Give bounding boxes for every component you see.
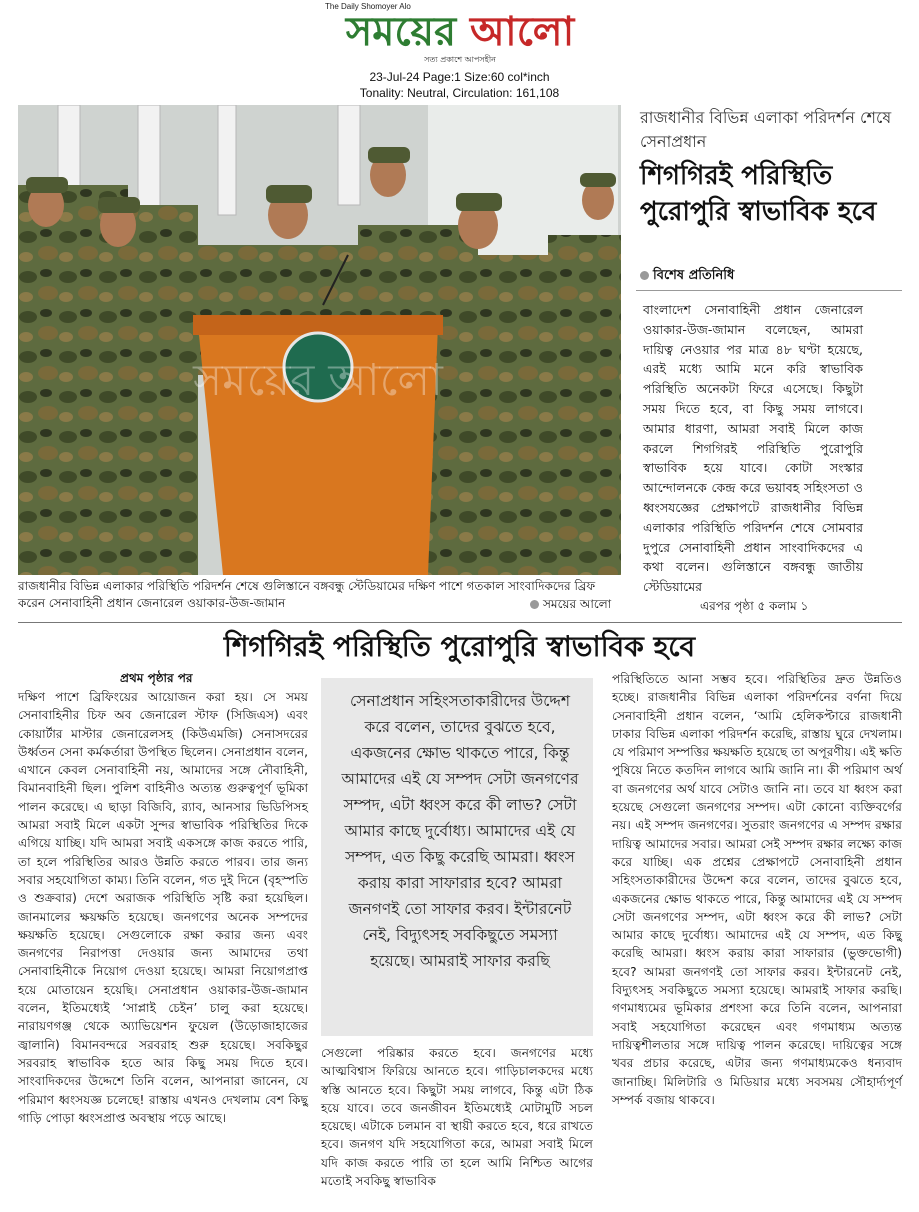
- main-story-column-3: পরিস্থিতিতে আনা সম্ভব হবে। পরিস্থিতির দ্রুত উন্নতিও হচ্ছে। রাজধানীর বিভিন্ন এলাকা পরিদর্শনের বর্ণনা দিয়ে সেনাবাহিনী প্রধান বলেন, ‘আমি হেলিকপ্টারে রাজধানী ঢাকার বিভিন্ন এলাকা পরিদর্শন করেছি, রাস্তায় ঘুরে দেখলাম। যে পরিমাণ সম্পত্তির ক্ষয়ক্ষতি হয়েছে তা অপূরণীয়। এই ক্ষতি পুষিয়ে নিতে কতদিন লাগবে আমি জানি না। কী পরিমাণ অর্থ বা জনগণের অর্থ যাবে সেটাও জানি না। তবে যা ধ্বংস করা হয়েছে সেগুলো জনগণের সম্পদ। এটা কোনো ব্যক্তিবর্গের নয়। এই সম্পদ জনগণের। সুতরাং জনগণের এ সম্পদ রক্ষার দায়িত্ব আমাদের সবার। আমরা সেই সম্পদ রক্ষার লক্ষ্যে কাজ করে যাচ্ছি। এক প্রশ্নের প্রেক্ষাপটে সেনাবাহিনী প্রধান সহিংসতাকারীদের উদ্দেশ করে বলেন, তাদের বুঝতে হবে, একজনের ক্ষোভ থাকতে পারে, কিন্তু আমাদের এই যে সম্পদ সেটা জনগণের সম্পদ, এটা ধ্বংস করে কী লাভ? সেটা আমার কাছে দুর্বোধ্য। আমাদের এই যে সম্পদ, এত কিছু করেছি আমরা। ধ্বংস করায় কারা সাফারার (ভুক্তভোগী) হবে? আমরা জনগণই তো সাফার করব। ইন্টারনেট নেই, বিদ্যুৎসহ সবকিছুতে সমস্যা হয়েছে। আমরাই সাফার করছি। গণমাধ্যমের ভূমিকার প্রশংসা করে তিনি বলেন, আপনারা সবাই সহযোগিতা করেছেন এবং গণমাধ্যম অত্যন্ত দায়িত্বশীলতার সঙ্গে দায়িত্ব পালন করেছে। দায়িত্বের সঙ্গে খবর প্রচার করেছে, এটার জন্য গণমাধ্যমকেও ধন্যবাদ জানাচ্ছি। মিলিটারি ও মিডিয়ার মধ্যে সবসময় সৌহার্দ্যপূর্ণ সম্পর্ক বজায় থাকবে।: [612, 672, 902, 1107]
- masthead: [0, 0, 919, 100]
- main-story-column-2: সেগুলো পরিষ্কার করতে হবে। জনগণের মধ্যে আত্মবিশ্বাস ফিরিয়ে আনতে হবে। গাড়িচালকদের মধ্যে স্বস্তি আনতে হবে। কিছুটা সময় লাগবে, কিন্তু এটা ঠিক হয়ে যাবে। তবে জনজীবন ইতিমধ্যেই মোটামুটি সচল হয়েছে। এটাকে চলমান বা স্থায়ী করতে হবে, ধরে রাখতে হবে। জনগণ যদি সহযোগিতা করে, আমরা সবাই মিলে যদি কাজ করতে পারি তা হলে আমি নিশ্চিত আগের মতোই সবকিছু স্বাভাবিক: [321, 1046, 593, 1189]
- main-story-column-1: দক্ষিণ পাশে ব্রিফিংয়ের আয়োজন করা হয়। সে সময় সেনাবাহিনীর চিফ অব জেনারেল স্টাফ (সিজিএস) এবং কোয়ার্টার মাস্টার জেনারেলসহ (কিউএমজি) সেনাসদরের উর্ধ্বতন সেনা কর্মকর্তারা উপস্থিত ছিলেন। সেনাপ্রধান বলেন, এখানে কেবল সেনাবাহিনী নয়, আমাদের সঙ্গে নৌবাহিনী, বিমানবাহিনী ছিল। পুলিশ বাহিনীও অত্যন্ত গুরুত্বপূর্ণ ভূমিকা পালন করেছে। এ ছাড়া বিজিবি, র‌্যাব, আনসার ভিডিপিসহ আমরা সবাই মিলে একটা সুন্দর স্বাভাবিক পরিস্থিতির দিকে এগিয়ে যাচ্ছি। যদি আমরা সবাই একসঙ্গে কাজ করতে পারি, তা হলে পরিস্থিতির আরও উন্নতি করতে পারব। তার জন্য সবার সহযোগিতা কাম্য। তিনি বলেন, গত দুই দিনে (বৃহস্পতি ও শুক্রবার) দেশে অরাজক পরিস্থিতি সৃষ্টি করা হয়েছিল। জানমালের ক্ষয়ক্ষতি হয়েছে। জনগণের অনেক সম্পদের ক্ষয়ক্ষতি হয়েছে। সেগুলোকে রক্ষা করার জন্য এবং জনগণের নিরাপত্তা দেওয়ার জন্য আমাদের তথা সেনাবাহিনীকে নিয়োগ দেওয়া হয়েছে। আমরা নিয়োগপ্রাপ্ত হয়ে মোতায়েন হয়েছি। সেনাপ্রধান ওয়াকার-উজ-জামান বলেন, ইতিমধ্যেই ‘সাপ্লাই চেইন’ চালু করা হয়েছে। নারায়ণগঞ্জ থেকে অ্যাভিয়েশন ফুয়েল (উড়োজাহাজের জ্বালানি) বিমানবন্দরে সরবরাহ শুরু হয়েছে। সবকিছুর সরবরাহ স্বাভাবিক হতে আর কিছু সময় দিতে হবে। সাংবাদিকদের উদ্দেশে তিনি বলেন, আপনারা জানেন, যে পরিমাণ ধ্বংসযজ্ঞ চলেছে! রাস্তায় এখনও দেখলাম বেশ কিছু গাড়ি পোড়া ধ্বংসপ্রাপ্ত অবস্থায় পড়ে আছে।: [18, 690, 308, 1125]
- byline-dot-icon: [640, 271, 649, 280]
- photo-caption: রাজধানীর বিভিন্ন এলাকার পরিস্থিতি পরিদর্শন শেষে গুলিস্তানে বঙ্গবন্ধু স্টেডিয়ামের দক্ষিণ পাশে গতকাল সাংবাদিকদের ব্রিফ করেন সেনাবাহিনী প্রধান জেনারেল ওয়াকার-উজ-জামান: [18, 579, 596, 610]
- side-story-headline: শিগগিরই পরিস্থিতি পুরোপুরি স্বাভাবিক হবে: [640, 161, 877, 227]
- clipping-meta-circulation: Tonality: Neutral, Circulation: 161,108: [359, 86, 560, 100]
- masthead-logo: [300, 8, 620, 56]
- continued-from-label: প্রথম পৃষ্ঠার পর: [120, 671, 193, 685]
- photo-watermark: সময়ের আলো: [193, 355, 443, 406]
- masthead-tagline: সত্য প্রকাশে আপসহীন: [424, 55, 496, 64]
- news-photo: [18, 105, 621, 575]
- clipping-meta-size: 23-Jul-24 Page:1 Size:60 col*inch: [369, 70, 550, 84]
- masthead-english-name: The Daily Shomoyer Alo: [325, 2, 411, 11]
- side-story-kicker: রাজধানীর বিভিন্ন এলাকা পরিদর্শন শেষে সেনাপ্রধান: [640, 108, 892, 151]
- side-story-byline: [640, 266, 734, 287]
- main-story-headline: শিগগিরই পরিস্থিতি পুরোপুরি স্বাভাবিক হবে: [223, 630, 696, 663]
- side-story-body: বাংলাদেশ সেনাবাহিনী প্রধান জেনারেল ওয়াকার-উজ-জামান বলেছেন, আমরা দায়িত্ব নেওয়ার পর মাত্র ৪৮ ঘণ্টা হয়েছে, এরই মধ্যে আমি মনে করি স্বাভাবিক পরিস্থিতি অনেকটা ফিরে এসেছে। কিছুটা সময় দিতে হবে, বা কিছু সময় লাগবে। আমার ধারণা, আমরা সবাই মিলে কাজ করলে শিগগিরই পরিস্থিতি পুরোপুরি স্বাভাবিক হয়ে যাবে। কোটা সংস্কার আন্দোলনকে কেন্দ্র করে ভয়াবহ সহিংসতা ও ধ্বংসযজ্ঞের প্রেক্ষাপটে রাজধানীর বিভিন্ন এলাকার পরিস্থিতি পরিদর্শন শেষে সোমবার দুপুরে সেনাবাহিনী প্রধান সাংবাদিকদের এ কথা বলেন। গুলিস্তানে বঙ্গবন্ধু জাতীয় স্টেডিয়ামের: [643, 302, 863, 595]
- side-story-divider: [636, 290, 902, 291]
- photo-credit-text: সময়ের আলো: [543, 597, 612, 611]
- photo-credit: [530, 596, 611, 616]
- side-story-continued: এরপর পৃষ্ঠা ৫ কলাম ১: [700, 599, 809, 613]
- section-divider: [18, 622, 902, 623]
- news-photo-illustration: [18, 105, 621, 575]
- masthead-title-part1: সময়ের: [345, 9, 457, 55]
- byline-text: বিশেষ প্রতিনিধি: [653, 268, 735, 283]
- credit-dot-icon: [530, 600, 539, 609]
- pull-quote-text: সেনাপ্রধান সহিংসতাকারীদের উদ্দেশ করে বলেন, তাদের বুঝতে হবে, একজনের ক্ষোভ থাকতে পারে, কিন্তু আমাদের এই যে সম্পদ সেটা জনগণের সম্পদ, এটা ধ্বংস করে কী লাভ? সেটা আমার কাছে দুর্বোধ্য। আমাদের এই যে সম্পদ, এত কিছু করেছি আমরা। ধ্বংস করায় কারা সাফারার হবে? আমরা জনগণই তো সাফার করব। ইন্টারনেট নেই, বিদ্যুৎসহ সবকিছুতে সমস্যা হয়েছে। আমরাই সাফার করছি: [341, 692, 579, 970]
- masthead-title-part2: আলো: [470, 9, 575, 55]
